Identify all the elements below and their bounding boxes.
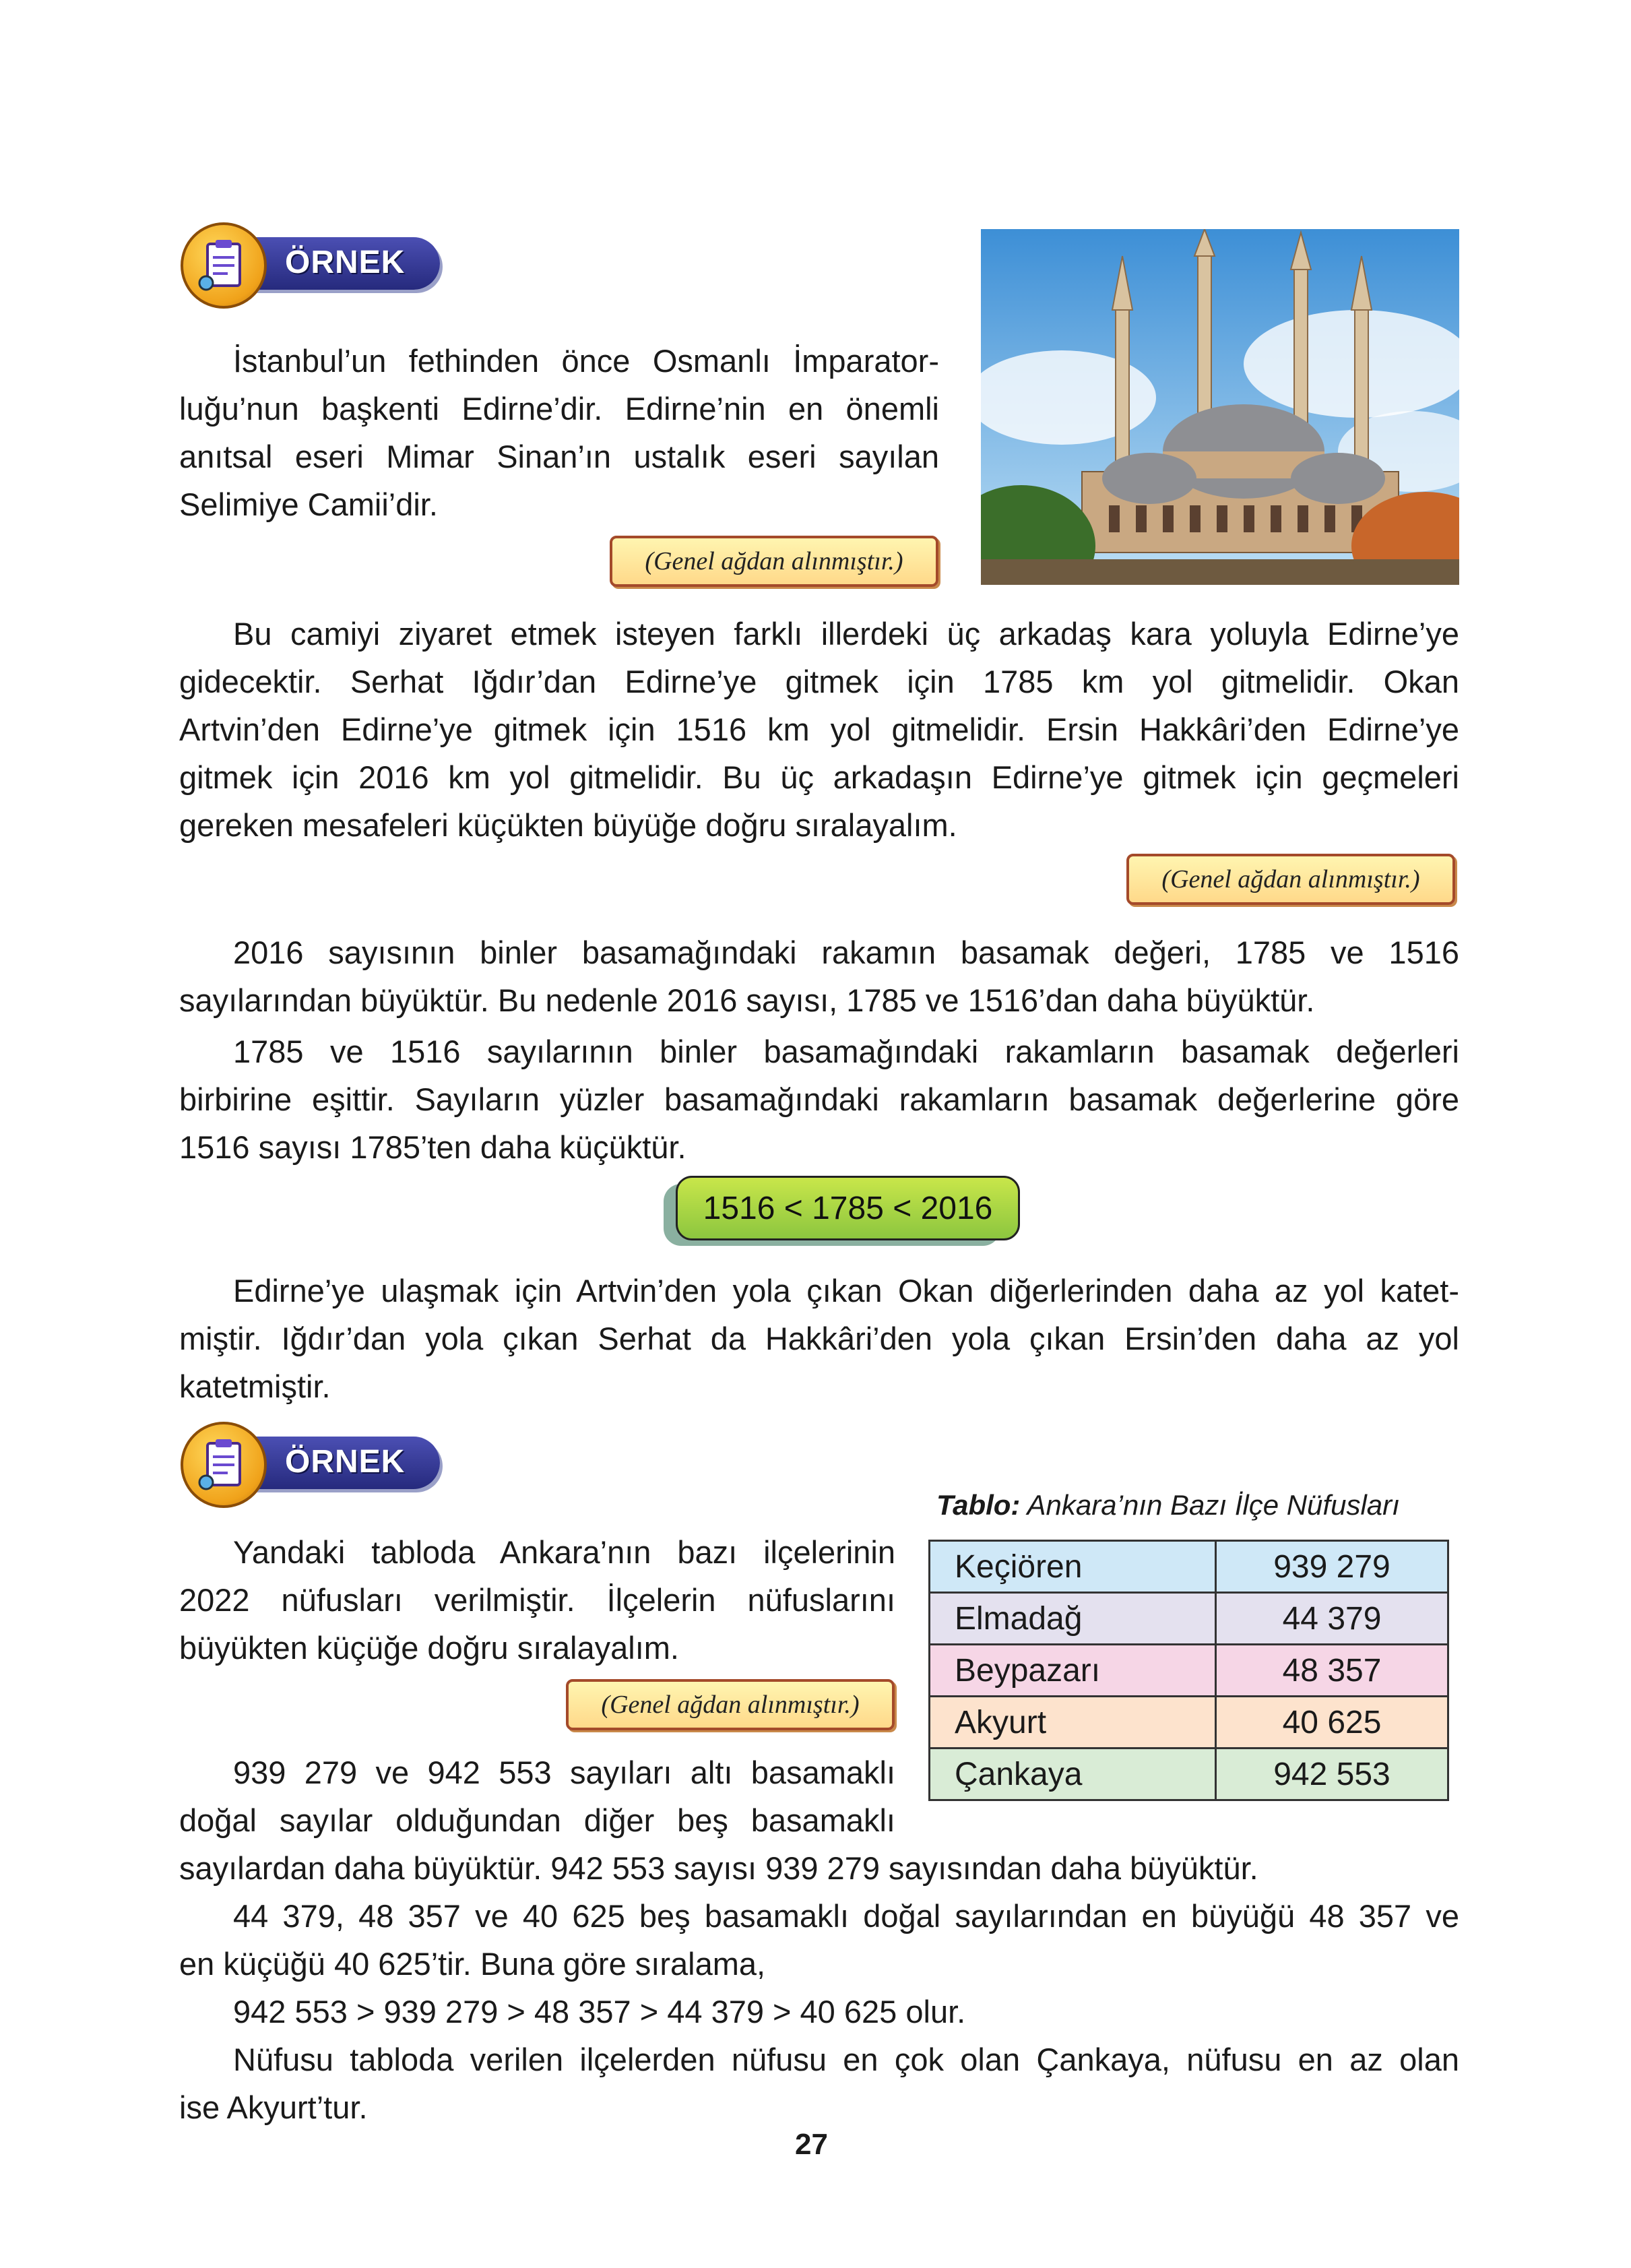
intro-line: büyükten küçüğe doğru sıralayalım. [179,1630,679,1666]
conclusion-paragraph-1 [179,1267,1459,1410]
clipboard-icon [181,222,267,309]
district-population: 44 379 [1216,1593,1448,1645]
solution-line: 44 379, 48 357 ve 40 625 beş basamaklı doğal sayılarından en büyüğü 48 357 ve [233,1898,1459,1934]
inequality-text: 1516 < 1785 < 2016 [676,1176,1020,1240]
example-label-pill [238,237,440,290]
clipboard-icon [181,1422,267,1508]
conclusion-line: katetmiştir. [179,1368,331,1404]
solution-line: sayılarından büyüktür. Bu nedenle 2016 sayısı, 1785 ve 1516’dan daha büyüktür. [179,982,1315,1018]
intro-line: Selimiye Camii’dir. [179,486,438,522]
table-caption-label: Tablo: [936,1489,1021,1521]
table-caption [936,1489,1400,1521]
table-row [930,1645,1448,1697]
solution-line: ise Akyurt’tur. [179,2089,368,2125]
district-name: Akyurt [930,1697,1216,1749]
example-label: ÖRNEK [285,1444,406,1480]
district-name: Çankaya [930,1749,1216,1800]
solution-line: Nüfusu tabloda verilen ilçelerden nüfusu en çok olan Çankaya, nüfusu en az olan [233,2042,1459,2077]
table-row [930,1593,1448,1645]
intro-line: Yandaki tabloda Ankara’nın bazı ilçelerinin [233,1534,895,1570]
district-population: 48 357 [1216,1645,1448,1697]
intro-line: İstanbul’un fethinden önce Osmanlı İmparator- [233,343,939,379]
inequality-box [664,1176,1027,1247]
solution-paragraph-2 [179,1028,1459,1171]
solution-line: en küçüğü 40 625’tir. Buna göre sıralama, [179,1946,766,1982]
intro-line: anıtsal eseri Mimar Sinan’ın ustalık eseri sayılan [179,439,939,474]
example-badge-2 [181,1422,463,1503]
table-row [930,1697,1448,1749]
solution-paragraph-1 [179,928,1459,1024]
example-label-pill [238,1437,440,1489]
conclusion-line: miştir. Iğdır’dan yola çıkan Serhat da Hakkâri’den yola çıkan Ersin’den daha az yol [179,1321,1459,1356]
district-population: 942 553 [1216,1749,1448,1800]
district-name: Elmadağ [930,1593,1216,1645]
table-caption-text: Ankara’nın Bazı İlçe Nüfusları [1020,1489,1400,1521]
problem-line: gidecektir. Serhat Iğdır’dan Edirne’ye gitmek için 1785 km yol gitmelidir. Okan [179,664,1459,699]
source-note: (Genel ağdan alınmıştır.) [610,536,938,587]
example-label: ÖRNEK [285,245,406,280]
solution-line: 1785 ve 1516 sayılarının binler basamağındaki rakamların basamak değerleri [233,1034,1459,1069]
problem-paragraph-1 [179,610,1459,849]
intro-paragraph-2 [179,1528,895,1672]
intro-paragraph-1 [179,337,939,528]
solution-line: 2016 sayısının binler basamağındaki rakamın basamak değeri, 1785 ve 1516 [233,935,1459,970]
example-badge-1 [181,222,463,303]
problem-line: gitmek için 2016 km yol gitmelidir. Bu üç arkadaşın Edirne’ye gitmek için geçmeleri [179,759,1459,795]
solution-line: birbirine eşittir. Sayıların yüzler basamağındaki rakamların basamak değerlerine göre [179,1081,1459,1117]
solution-paragraph-3 [179,1749,1459,2131]
solution-line: 939 279 ve 942 553 sayıları altı basamaklı [233,1755,895,1790]
ordering-line: 942 553 > 939 279 > 48 357 > 44 379 > 40 625 olur. [233,1994,966,2029]
problem-line: Bu camiyi ziyaret etmek isteyen farklı illerdeki üç arkadaş kara yoluyla Edirne’ye [233,616,1459,652]
intro-line: 2022 nüfusları verilmiştir. İlçelerin nüfuslarını [179,1582,895,1618]
solution-line: 1516 sayısı 1785’ten daha küçüktür. [179,1129,686,1165]
source-note: (Genel ağdan alınmıştır.) [566,1679,895,1730]
district-name: Beypazarı [930,1645,1216,1697]
selimiye-mosque-photo [981,229,1459,585]
intro-line: luğu’nun başkenti Edirne’dir. Edirne’nin en önemli [179,391,939,427]
problem-line: Artvin’den Edirne’ye gitmek için 1516 km yol gitmelidir. Ersin Hakkâri’den Edirne’ye [179,712,1459,747]
conclusion-line: Edirne’ye ulaşmak için Artvin’den yola çıkan Okan diğerlerinden daha az yol katet- [233,1273,1459,1309]
district-name: Keçiören [930,1541,1216,1593]
district-population: 939 279 [1216,1541,1448,1593]
solution-line: doğal sayılar olduğundan diğer beş basamaklı [179,1802,895,1838]
source-note: (Genel ağdan alınmıştır.) [1126,854,1455,905]
problem-line: gereken mesafeleri küçükten büyüğe doğru sıralayalım. [179,807,957,843]
page-number: 27 [795,2128,828,2161]
table-row [930,1541,1448,1593]
solution-line: sayılardan daha büyüktür. 942 553 sayısı 939 279 sayısından daha büyüktür. [179,1850,1258,1886]
district-population: 40 625 [1216,1697,1448,1749]
